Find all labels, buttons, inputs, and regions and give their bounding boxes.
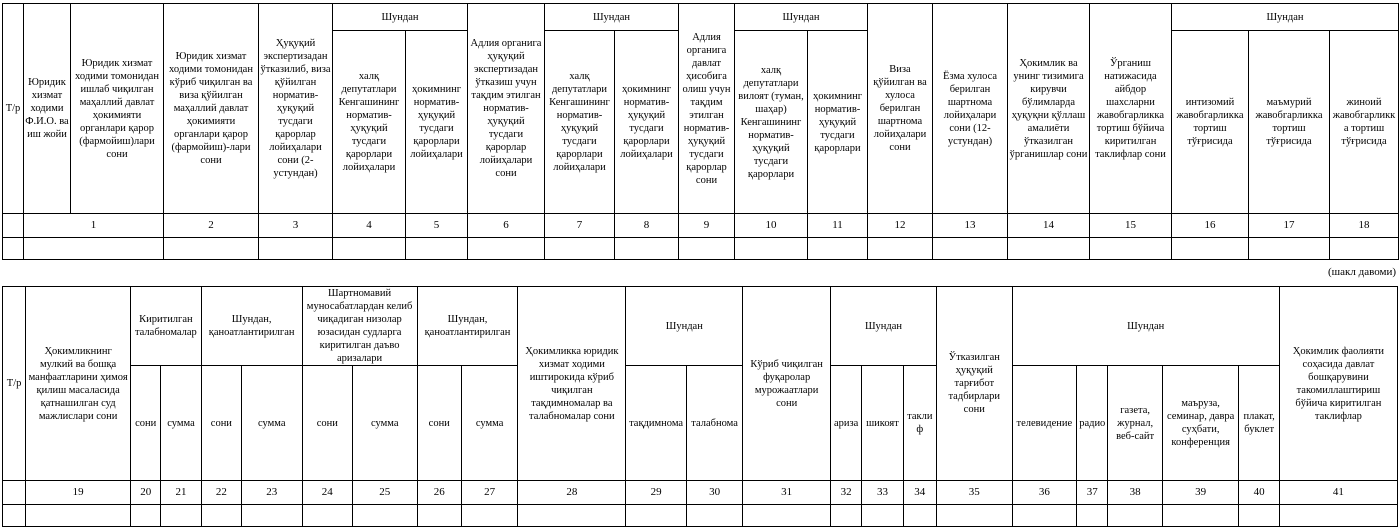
header-group-f: Шундан, қаноатлантирилган [201, 287, 302, 366]
number-cell: 13 [933, 214, 1008, 238]
data-cell[interactable] [545, 238, 615, 260]
number-cell: 33 [862, 481, 903, 505]
number-cell: 10 [735, 214, 808, 238]
data-cell[interactable] [1108, 505, 1162, 527]
number-cell: 5 [406, 214, 468, 238]
data-cell[interactable] [615, 238, 679, 260]
header-group-k: Шундан [1012, 287, 1279, 366]
number-cell: 18 [1330, 214, 1399, 238]
number-cell: 36 [1012, 481, 1077, 505]
header-col-21: сумма [161, 366, 201, 481]
data-cell[interactable] [24, 238, 164, 260]
header-tr: Т/р [3, 4, 24, 214]
column-number-row [3, 214, 1399, 238]
number-cell: 7 [545, 214, 615, 238]
header-col-16: интизомий жавобгарликка тортиш тўғрисида [1172, 31, 1249, 214]
number-cell: 11 [808, 214, 868, 238]
header-col-38: газета, журнал, веб-сайт [1108, 366, 1162, 481]
data-cell[interactable] [808, 238, 868, 260]
data-cell[interactable] [352, 505, 417, 527]
header-col-18: жиноий жавобгарликка тортиш тўғрисида [1330, 31, 1399, 214]
data-cell[interactable] [1279, 505, 1397, 527]
data-cell[interactable] [1012, 505, 1077, 527]
data-cell[interactable] [936, 505, 1012, 527]
number-cell: 2 [164, 214, 259, 238]
header-col-36: телевидение [1012, 366, 1077, 481]
data-cell[interactable] [242, 505, 303, 527]
number-cell: 9 [679, 214, 735, 238]
number-cell: 39 [1162, 481, 1239, 505]
data-cell[interactable] [201, 505, 241, 527]
header-col-23: сумма [242, 366, 303, 481]
data-cell[interactable] [1077, 505, 1108, 527]
data-cell[interactable] [735, 238, 808, 260]
header-col-27: сумма [461, 366, 517, 481]
data-cell[interactable] [743, 505, 831, 527]
data-cell[interactable] [862, 505, 903, 527]
header-col-31: Кўриб чиқилган фуқаролар мурожаатлари сони [743, 287, 831, 481]
data-cell[interactable] [1008, 238, 1090, 260]
number-cell: 40 [1239, 481, 1279, 505]
header-col-11: ҳокимнинг норматив-ҳуқуқий тусдаги қарорлари [808, 31, 868, 214]
number-cell: 8 [615, 214, 679, 238]
header-col-39: маъруза, семинар, давра суҳбати, конференция [1162, 366, 1239, 481]
data-cell[interactable] [259, 238, 333, 260]
header-col-35: Ўтказилган ҳуқуқий тарғибот тадбирлари сони [936, 287, 1012, 481]
header-col-3: Ҳуқуқий экспертизадан ўтказилиб, виза қўйилган норматив-ҳуқуқий тусдаги қарорлар лойиҳалари сони (2-устундан) [259, 4, 333, 214]
number-cell: 25 [352, 481, 417, 505]
data-cell[interactable] [161, 505, 201, 527]
number-cell: 16 [1172, 214, 1249, 238]
number-cell: 23 [242, 481, 303, 505]
header-group-a: Шундан [333, 4, 468, 31]
data-cell[interactable] [933, 238, 1008, 260]
header-group-c: Шундан [735, 4, 868, 31]
number-cell-empty [3, 481, 26, 505]
data-cell[interactable] [831, 505, 862, 527]
number-cell: 22 [201, 481, 241, 505]
number-cell: 20 [131, 481, 161, 505]
number-cell-empty [3, 214, 24, 238]
header-col-2: Юридик хизмат ходими томонидан кўриб чиқилган ва виза қўйилган маҳаллий давлат ҳокимияти органлари қарор (фармойиш)-лари сони [164, 4, 259, 214]
header-fio: Юридик хизмат ходими Ф.И.О. ва иш жойи [24, 4, 71, 214]
header-col-33: шикоят [862, 366, 903, 481]
number-cell: 27 [461, 481, 517, 505]
number-cell: 1 [24, 214, 164, 238]
data-cell[interactable] [333, 238, 406, 260]
data-cell[interactable] [1090, 238, 1172, 260]
data-cell[interactable] [3, 505, 26, 527]
column-number-row-2 [3, 481, 1398, 505]
header-group-g: Шартномавий муносабатлардан келиб чиқадиган низолар юзасидан судларга киритилган даъво аризалари [302, 287, 417, 366]
header-col-10: халқ депутатлари вилоят (туман, шаҳар) Кенгашининг норматив-ҳуқуқий тусдаги қарорлари [735, 31, 808, 214]
number-cell: 17 [1249, 214, 1330, 238]
number-cell: 35 [936, 481, 1012, 505]
number-cell: 4 [333, 214, 406, 238]
number-cell: 26 [417, 481, 461, 505]
data-cell[interactable] [417, 505, 461, 527]
header-col-17: маъмурий жавобгарликка тортиш тўғрисида [1249, 31, 1330, 214]
number-cell: 24 [302, 481, 352, 505]
report-table-part-1 [2, 3, 1399, 260]
data-cell[interactable] [302, 505, 352, 527]
header-group-d: Шундан [1172, 4, 1399, 31]
data-cell[interactable] [1239, 505, 1279, 527]
header-group-b: Шундан [545, 4, 679, 31]
number-cell: 3 [259, 214, 333, 238]
header-col-1: Юридик хизмат ходими томонидан ишлаб чиқилган маҳаллий давлат ҳокимияти органлари қарор (фармойиш)лари сони [71, 4, 164, 214]
data-cell[interactable] [679, 238, 735, 260]
header-col-30: талабнома [686, 366, 742, 481]
number-cell: 32 [831, 481, 862, 505]
header-col-8: ҳокимнинг норматив-ҳуқуқий тусдаги қарорлари лойиҳалари [615, 31, 679, 214]
data-cell[interactable] [1249, 238, 1330, 260]
data-cell[interactable] [518, 505, 626, 527]
header-col-5: ҳокимнинг норматив-ҳуқуқий тусдаги қарорлари лойиҳалари [406, 31, 468, 214]
number-cell: 30 [686, 481, 742, 505]
data-cell[interactable] [468, 238, 545, 260]
header-group-i: Шундан [626, 287, 743, 366]
data-cell[interactable] [903, 505, 936, 527]
data-cell[interactable] [164, 238, 259, 260]
number-cell: 19 [26, 481, 131, 505]
number-cell: 31 [743, 481, 831, 505]
report-table-part-2 [2, 286, 1398, 527]
header-col-41: Ҳокимлик фаолияти соҳасида давлат бошқарувини такомиллаштириш бўйича киритилган таклифлар [1279, 287, 1397, 481]
header-col-20: сони [131, 366, 161, 481]
data-cell[interactable] [626, 505, 687, 527]
header-col-26: сони [417, 366, 461, 481]
header-group-j: Шундан [831, 287, 937, 366]
form-continued-label: (шакл давоми) [1328, 266, 1396, 278]
number-cell: 21 [161, 481, 201, 505]
header-col-25: сумма [352, 366, 417, 481]
header-col-6: Адлия органига ҳуқуқий экспертизадан ўтказиш учун тақдим этилган норматив-ҳуқуқий тусдаги қарорлар лойиҳалари сони [468, 4, 545, 214]
data-cell[interactable] [461, 505, 517, 527]
data-cell[interactable] [3, 238, 24, 260]
header-col-13: Ёзма хулоса берилган шартнома лойиҳалари сони (12-устундан) [933, 4, 1008, 214]
header-col-32: ариза [831, 366, 862, 481]
header-col-4: халқ депутатлари Кенгашининг норматив-ҳуқуқий тусдаги қарорлари лойиҳалари [333, 31, 406, 214]
header-col-19: Ҳокимликнинг мулкий ва бошқа манфаатларини ҳимоя қилиш масаласида қатнашилган суд мажлислари сони [26, 287, 131, 481]
header-col-7: халқ депутатлари Кенгашининг норматив-ҳуқуқий тусдаги қарорлари лойиҳалари [545, 31, 615, 214]
number-cell: 28 [518, 481, 626, 505]
number-cell: 41 [1279, 481, 1397, 505]
data-cell[interactable] [1172, 238, 1249, 260]
data-cell[interactable] [1330, 238, 1399, 260]
data-row-empty-2 [3, 505, 1398, 527]
header-col-28: Ҳокимликка юридик хизмат ходими иштирокида кўриб чиқилган тақдимномалар ва талабномалар сони [518, 287, 626, 481]
data-cell[interactable] [686, 505, 742, 527]
number-cell: 12 [868, 214, 933, 238]
data-cell[interactable] [406, 238, 468, 260]
number-cell: 34 [903, 481, 936, 505]
data-cell[interactable] [26, 505, 131, 527]
header-col-37: радио [1077, 366, 1108, 481]
header-group-e: Киритилган талабномалар [131, 287, 202, 366]
data-cell[interactable] [1162, 505, 1239, 527]
number-cell: 37 [1077, 481, 1108, 505]
number-cell: 29 [626, 481, 687, 505]
header-group-h: Шундан, қаноатлантирилган [417, 287, 518, 366]
header-tr-2: Т/р [3, 287, 26, 481]
header-col-15: Ўрганиш натижасида айбдор шахсларни жавобгарликка тортиш бўйича киритилган таклифлар сони [1090, 4, 1172, 214]
number-cell: 14 [1008, 214, 1090, 238]
data-cell[interactable] [131, 505, 161, 527]
number-cell: 6 [468, 214, 545, 238]
number-cell: 15 [1090, 214, 1172, 238]
header-col-34: таклиф [903, 366, 936, 481]
number-cell: 38 [1108, 481, 1162, 505]
header-col-22: сони [201, 366, 241, 481]
header-col-24: сони [302, 366, 352, 481]
data-row-empty [3, 238, 1399, 260]
header-col-40: плакат, буклет [1239, 366, 1279, 481]
header-col-14: Ҳокимлик ва унинг тизимига кирувчи бўлимларда ҳуқуқни қўллаш амалиёти ўтказилган ўрганишлар сони [1008, 4, 1090, 214]
data-cell[interactable] [868, 238, 933, 260]
header-col-9: Адлия органига давлат ҳисобига олиш учун тақдим этилган норматив-ҳуқуқий тусдаги қарорлар сони [679, 4, 735, 214]
header-col-29: тақдимнома [626, 366, 687, 481]
header-col-12: Виза қўйилган ва хулоса берилган шартнома лойиҳалари сони [868, 4, 933, 214]
